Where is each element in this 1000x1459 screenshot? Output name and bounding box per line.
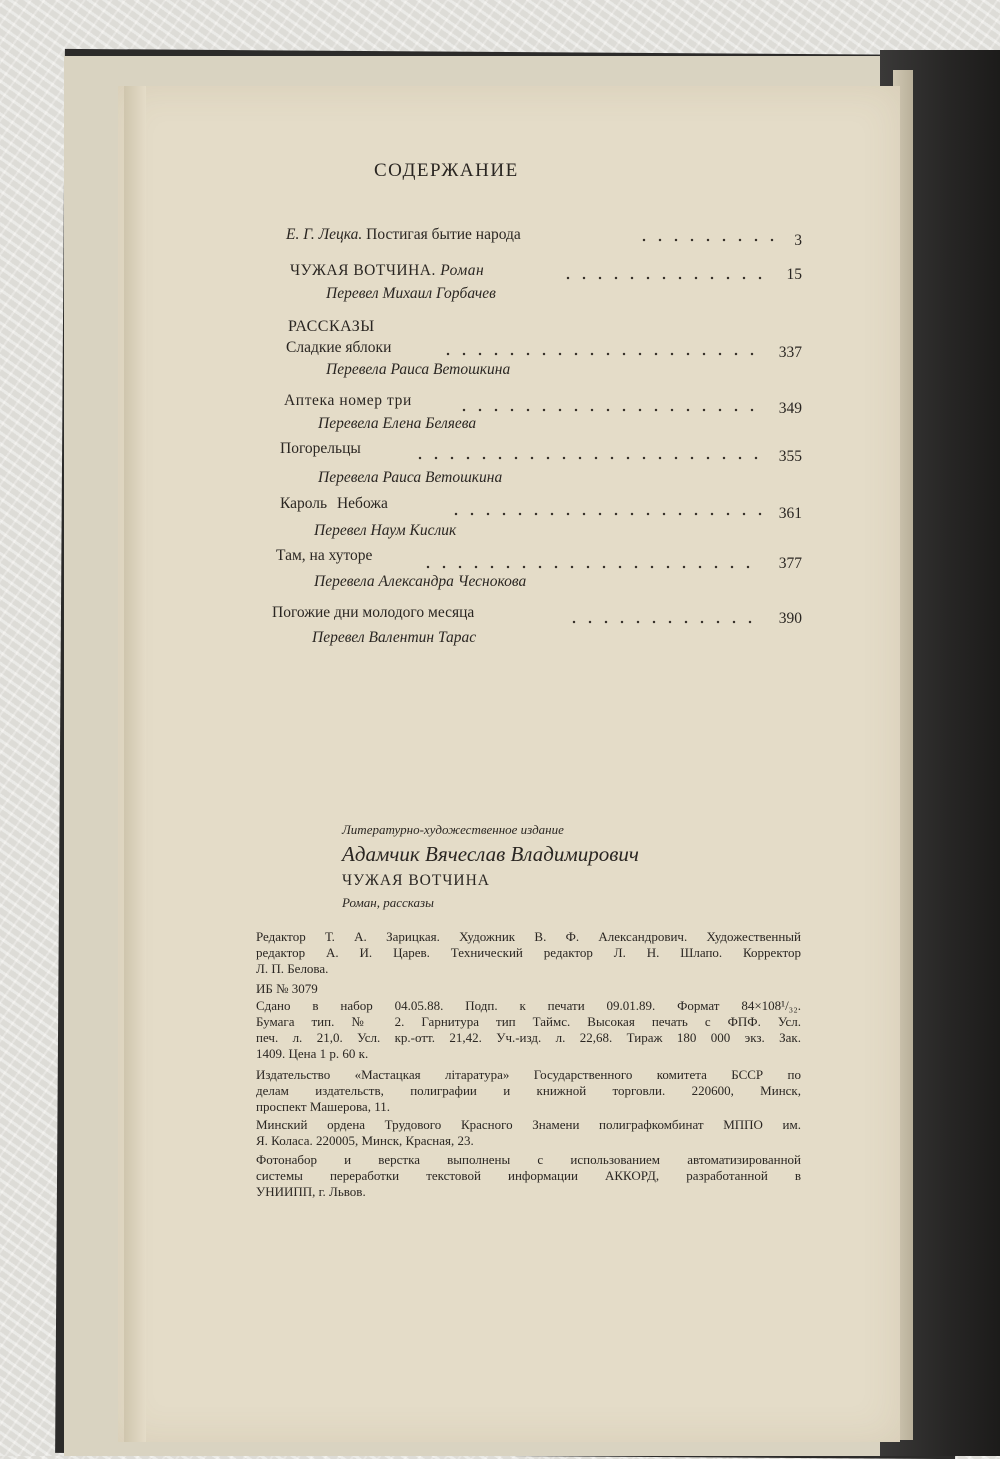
toc-translator: Перевел Валентин Тарас <box>312 629 477 646</box>
imprint-line: Редактор Т. А. Зарицкая. Художник В. Ф. Александрович. Художественный <box>256 929 801 944</box>
toc-translator: Перевела Раиса Ветошкина <box>326 361 511 378</box>
imprint-line: проспект Машерова, 11. <box>256 1099 390 1114</box>
imprint-line: Минский ордена Трудового Красного Знамени полиграфкомбинат МППО им. <box>256 1117 801 1132</box>
toc-leader <box>420 565 762 569</box>
imprint-printing <box>256 998 801 1062</box>
toc-story-title: Погорельцы <box>280 440 361 457</box>
toc-heading: СОДЕРЖАНИЕ <box>374 160 519 181</box>
book-page <box>118 86 900 1442</box>
toc-page-number: 15 <box>786 266 802 283</box>
toc-translator: Перевел Наум Кислик <box>314 522 457 539</box>
toc-novel <box>290 262 484 280</box>
toc-translator: Перевела Александра Чеснокова <box>314 573 527 590</box>
page-gutter <box>124 86 146 1442</box>
toc-page-number: 355 <box>778 448 802 465</box>
toc-novel-title: ЧУЖАЯ ВОТЧИНА. <box>290 262 436 279</box>
toc-intro-title: Постигая бытие народа <box>366 226 521 243</box>
toc-page-number: 377 <box>778 555 802 572</box>
toc-story-title: Там, на хуторе <box>276 547 373 564</box>
toc-intro-author: Е. Г. Лецка. <box>286 226 363 243</box>
imprint-line: УНИИПП, г. Львов. <box>256 1184 366 1199</box>
imprint-credits <box>256 929 801 977</box>
toc-story-title: Погожие дни молодого месяца <box>272 604 475 621</box>
toc-leader <box>448 512 762 516</box>
imprint-line: ИБ № 3079 <box>256 981 318 996</box>
toc-story-title: Аптека номер три <box>284 392 412 409</box>
toc-leader <box>566 620 762 624</box>
imprint-line: редактор А. И. Царев. Технический редактор Л. Н. Шлапо. Корректор <box>256 945 801 960</box>
toc-story-title: Сладкие яблоки <box>286 339 392 356</box>
imprint-typesetting <box>256 1152 801 1200</box>
imprint-ib <box>256 981 801 997</box>
imprint-line: системы переработки текстовой информации АККОРД, разработанной в <box>256 1168 801 1183</box>
toc-translator: Перевела Елена Беляева <box>318 415 477 432</box>
imprint-line: печ. л. 21,0. Усл. кр.-отт. 21,42. Уч.-изд. л. 22,68. Тираж 180 000 экз. Зак. <box>256 1030 801 1045</box>
imprint-line: Сдано в набор 04.05.88. Подп. к печати 09.01.89. Формат 84×108¹/₃₂. <box>256 998 801 1013</box>
imprint-line: Бумага тип. № 2. Гарнитура тип Таймс. Высокая печать с ФПФ. Усл. <box>256 1014 801 1029</box>
toc-page-number: 3 <box>794 232 802 249</box>
imprint-line: делам издательств, полиграфии и книжной торговли. 220600, Минск, <box>256 1083 801 1098</box>
colophon-genre: Роман, рассказы <box>342 895 434 910</box>
imprint-line: Я. Коласа. 220005, Минск, Красная, 23. <box>256 1133 474 1148</box>
toc-intro <box>286 226 521 244</box>
imprint-printer <box>256 1117 801 1149</box>
toc-leader <box>456 408 762 412</box>
colophon-edition-type: Литературно-художественное издание <box>342 822 564 837</box>
toc-page-number: 349 <box>778 400 802 417</box>
imprint-line: 1409. Цена 1 р. 60 к. <box>256 1046 369 1061</box>
colophon-title: ЧУЖАЯ ВОТЧИНА <box>342 872 490 889</box>
toc-translator: Перевел Михаил Горбачев <box>326 285 496 302</box>
toc-leader <box>560 276 770 280</box>
imprint-line: Фотонабор и верстка выполнены с использованием автоматизированной <box>256 1152 801 1167</box>
toc-leader <box>412 456 762 460</box>
toc-section-heading: РАССКАЗЫ <box>288 318 375 335</box>
colophon-author: Адамчик Вячеслав Владимирович <box>342 842 639 866</box>
toc-translator: Перевела Раиса Ветошкина <box>318 469 503 486</box>
toc-story-title: Кароль Небожа <box>280 495 388 512</box>
toc-novel-genre: Роман <box>440 262 485 279</box>
imprint-line: Л. П. Белова. <box>256 961 329 976</box>
imprint-publisher <box>256 1067 801 1115</box>
toc-page-number: 337 <box>778 344 802 361</box>
imprint-line: Издательство «Мастацкая літаратура» Государственного комитета БССР по <box>256 1067 801 1082</box>
toc-leader <box>440 352 762 356</box>
toc-page-number: 361 <box>778 505 802 522</box>
toc-page-number: 390 <box>778 610 802 627</box>
